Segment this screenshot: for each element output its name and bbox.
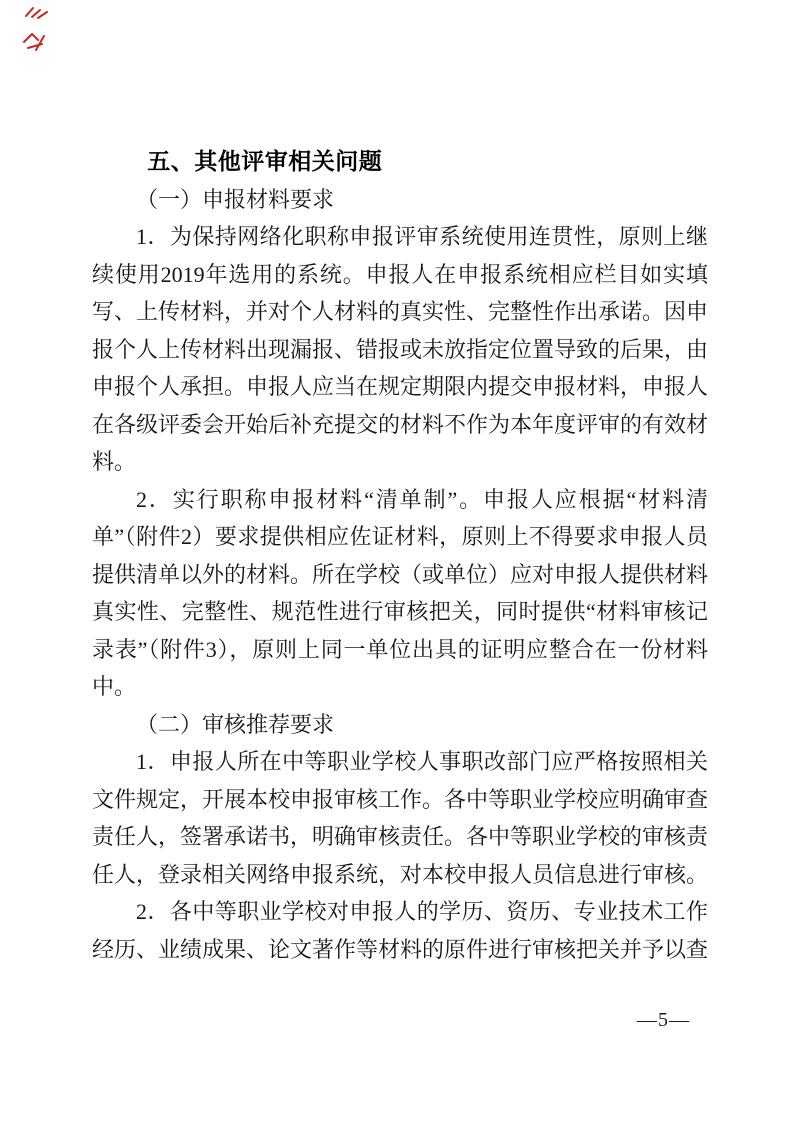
red-mark-icon [20, 4, 54, 56]
subsection-heading-1: （一）申报材料要求 [136, 186, 335, 212]
subsection-heading-2: （二）审核推荐要求 [136, 711, 335, 737]
red-annotation-marks [20, 4, 54, 56]
document-body [92, 143, 708, 968]
section-heading: 五、其他评审相关问题 [147, 148, 383, 174]
paragraph-1: 1．为保持网络化职称申报评审系统使用连贯性，原则上继续使用2019年选用的系统。申报人在申报系统相应栏目如实填写、上传材料，并对个人材料的真实性、完整性作出承诺。因申报个人上传材料出现漏报、错报或未放指定位置导致的后果，由申报个人承担。申报人应当在规定期限内提交申报材料，申报人在各级评委会开始后补充提交的材料不作为本年度评审的有效材料。 [92, 224, 709, 474]
paragraph-2: 2．实行职称申报材料“清单制”。申报人应根据“材料清单”（附件2）要求提供相应佐证材料，原则上不得要求申报人员提供清单以外的材料。所在学校（或单位）应对申报人提供材料真实性、完整性、规范性进行审核把关，同时提供“材料审核记录表”（附件3），原则上同一单位出具的证明应整合在一份材料中。 [92, 486, 709, 699]
page-number: —5— [637, 1009, 690, 1031]
paragraph-3: 1．申报人所在中等职业学校人事职改部门应严格按照相关文件规定，开展本校申报审核工作。各中等职业学校应明确审查责任人，签署承诺书，明确审核责任。各中等职业学校的审核责任人，登录相关网络申报系统，对本校申报人员信息进行审核。 [92, 749, 709, 887]
paragraph-4: 2．各中等职业学校对申报人的学历、资历、专业技术工作经历、业绩成果、论文著作等材料的原件进行审核把关并予以查 [92, 899, 709, 962]
